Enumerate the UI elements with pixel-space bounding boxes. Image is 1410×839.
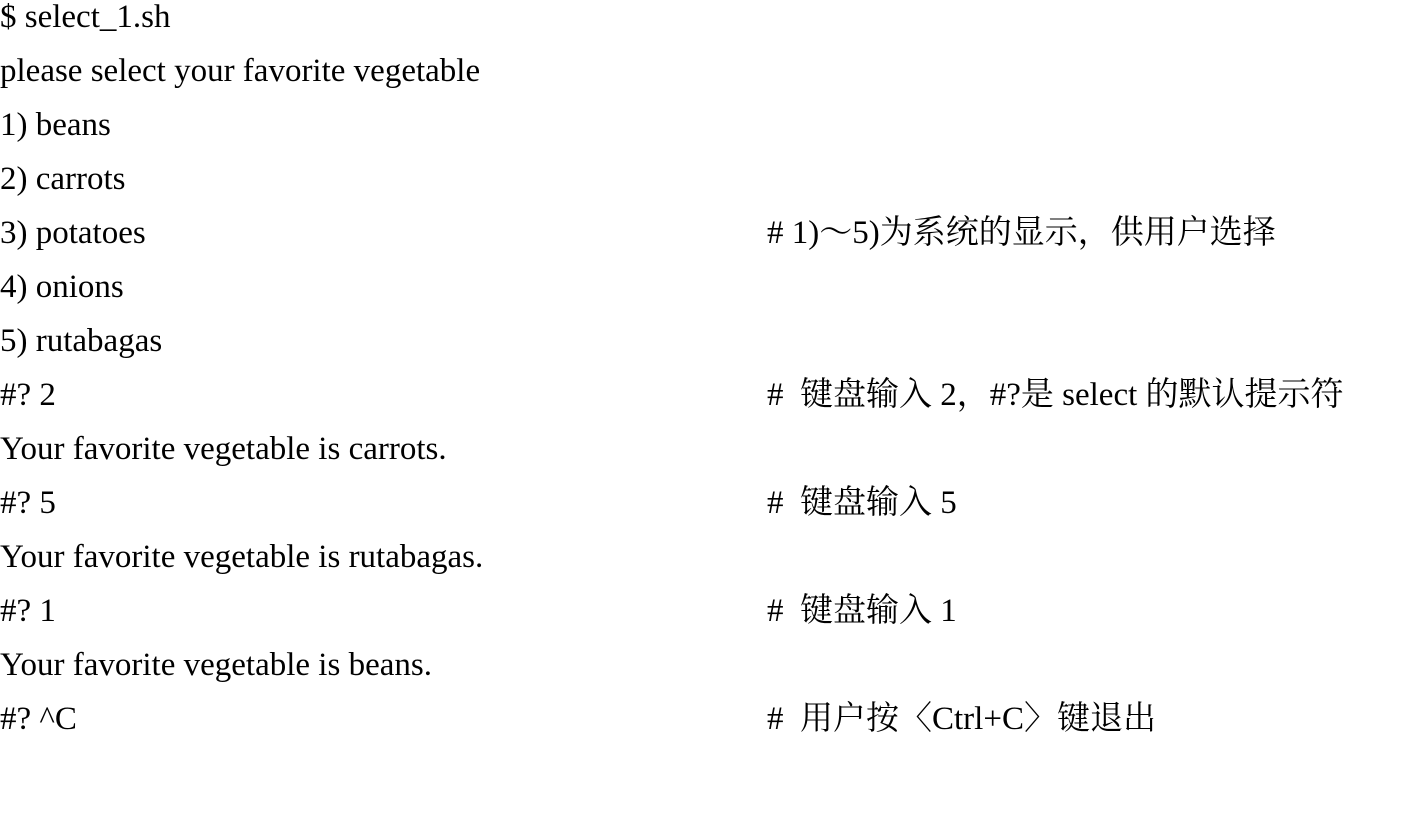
transcript-line-option [0,216,1410,270]
line-text: 2) carrots [0,161,126,197]
transcript-line-option [0,162,1410,216]
transcript-line-option [0,108,1410,162]
transcript-line-command [0,0,1410,54]
line-text: #? ^C [0,701,77,737]
transcript-line-option [0,270,1410,324]
line-comment: # 键盘输入 5 [767,485,957,521]
transcript-line-option [0,324,1410,378]
transcript-line-prompt [0,54,1410,108]
transcript-line-input [0,594,1410,648]
line-text: $ select_1.sh [0,0,171,35]
line-comment: # 键盘输入 1 [767,593,957,629]
line-comment: # 键盘输入 2，#?是 select 的默认提示符 [767,377,1344,413]
transcript-line-output [0,648,1410,702]
line-comment: # 用户按〈Ctrl+C〉键退出 [767,701,1156,737]
line-text: please select your favorite vegetable [0,53,481,89]
transcript-line-input [0,378,1410,432]
line-text: Your favorite vegetable is carrots. [0,431,447,467]
transcript-line-input [0,486,1410,540]
transcript-line-output [0,432,1410,486]
line-text: 4) onions [0,269,124,305]
line-text: 5) rutabagas [0,323,163,359]
line-comment: # 1)～5)为系统的显示，供用户选择 [767,215,1276,251]
line-text: 1) beans [0,107,111,143]
transcript-line-output [0,540,1410,594]
line-text: #? 2 [0,377,56,413]
line-text: Your favorite vegetable is rutabagas. [0,539,484,575]
line-text: 3) potatoes [0,215,146,251]
transcript-line-input [0,702,1410,756]
line-text: #? 1 [0,593,56,629]
line-text: Your favorite vegetable is beans. [0,647,432,683]
line-text: #? 5 [0,485,56,521]
